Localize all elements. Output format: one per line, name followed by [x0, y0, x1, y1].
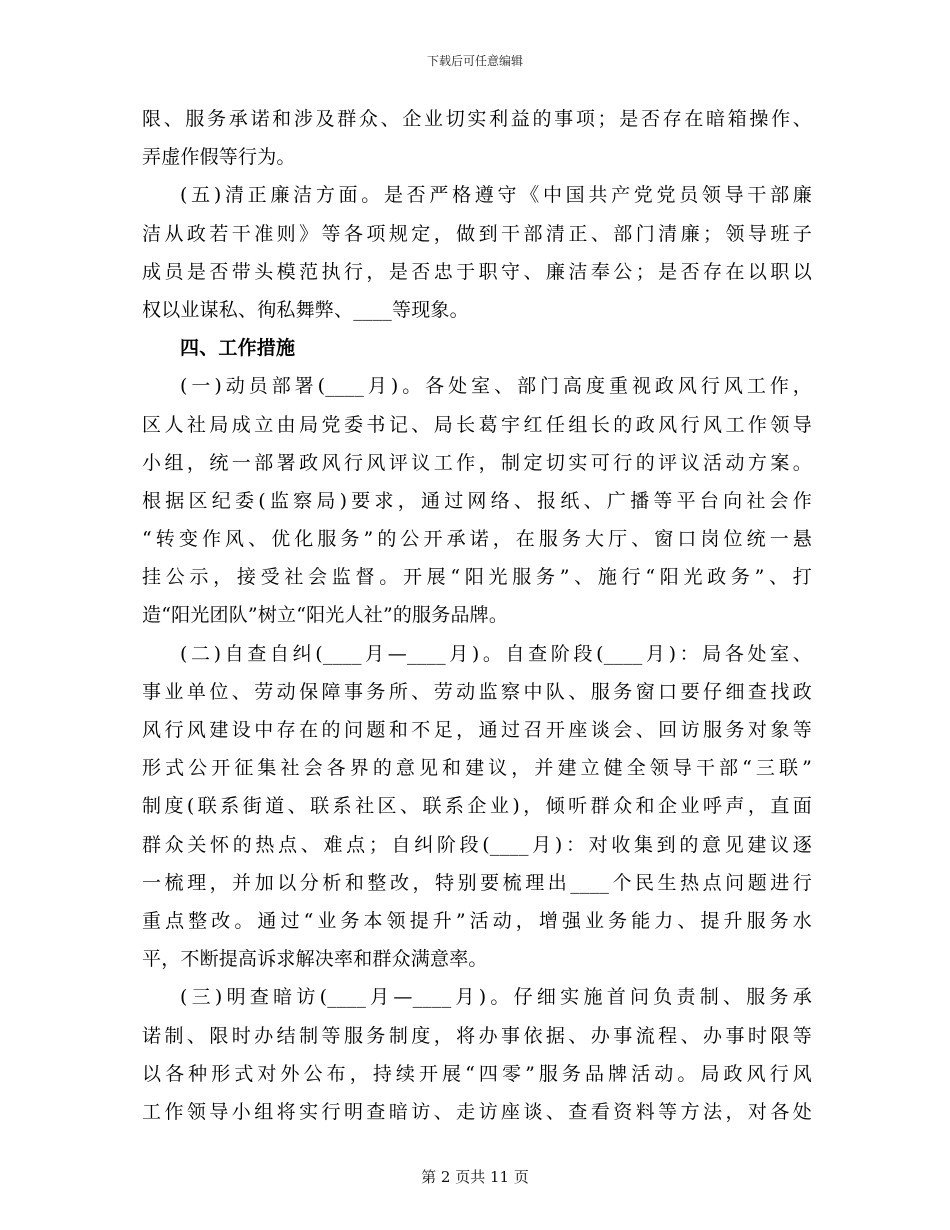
document-body: [142, 100, 812, 1131]
text-line: 造“阳光团队”树立“阳光人社”的服务品牌。: [142, 604, 509, 627]
paragraph-start: (三)明查暗访(____月—____月)。仔细实施首问负责制、服务承: [180, 986, 812, 1009]
text-line: 权以业谋私、徇私舞弊、____等现象。: [142, 298, 469, 321]
text-line: 制度(联系街道、联系社区、联系企业)，倾听群众和企业呼声，直面: [142, 795, 812, 818]
paragraph-start: (五)清正廉洁方面。是否严格遵守《中国共产党党员领导干部廉: [180, 184, 812, 207]
text-line: 限、服务承诺和涉及群众、企业切实利益的事项；是否存在暗箱操作、: [142, 108, 812, 130]
text-line: 洁从政若干准则》等各项规定，做到干部清正、部门清廉；领导班子: [142, 222, 812, 245]
text-line: 形式公开征集社会各界的意见和建议，并建立健全领导干部“三联”: [142, 757, 812, 780]
text-line: 根据区纪委(监察局)要求，通过网络、报纸、广播等平台向社会作: [142, 489, 812, 512]
text-line: “转变作风、优化服务”的公开承诺，在服务大厅、窗口岗位统一悬: [142, 528, 812, 551]
text-line: 弄虚作假等行为。: [142, 146, 296, 169]
text-line: 事业单位、劳动保障事务所、劳动监察中队、服务窗口要仔细查找政: [142, 680, 812, 703]
text-line: 以各种形式对外公布，持续开展“四零”服务品牌活动。局政风行风: [142, 1062, 812, 1085]
section-heading: 四、工作措施: [180, 337, 296, 360]
text-line: 平，不断提高诉求解决率和群众满意率。: [142, 948, 488, 971]
page-header: 下载后可任意编辑: [426, 54, 523, 68]
text-line: 挂公示，接受社会监督。开展“阳光服务”、施行“阳光政务”、打: [142, 566, 812, 589]
text-line: 风行风建设中存在的问题和不足，通过召开座谈会、回访服务对象等: [142, 719, 812, 741]
text-line: 一梳理，并加以分析和整改，特别要梳理出____个民生热点问题进行: [142, 871, 812, 894]
text-line: 群众关怀的热点、难点；自纠阶段(____月)：对收集到的意见建议逐: [142, 833, 812, 856]
paragraph-start: (二)自查自纠(____月—____月)。自查阶段(____月)：局各处室、: [180, 642, 812, 665]
text-line: 工作领导小组将实行明查暗访、走访座谈、查看资料等方法，对各处: [142, 1100, 812, 1123]
text-line: 小组，统一部署政风行风评议工作，制定切实可行的评议活动方案。: [142, 451, 812, 474]
page-number: 第 2 页共 11 页: [421, 1168, 529, 1186]
text-line: 重点整改。通过“业务本领提升”活动，增强业务能力、提升服务水: [142, 909, 812, 932]
paragraph-start: (一)动员部署(____月)。各处室、部门高度重视政风行风工作，: [180, 375, 812, 398]
text-line: 区人社局成立由局党委书记、局长葛宇红任组长的政风行风工作领导: [142, 413, 812, 436]
text-line: 成员是否带头模范执行，是否忠于职守、廉洁奉公；是否存在以职以: [142, 260, 812, 283]
text-line: 诺制、限时办结制等服务制度，将办事依据、办事流程、办事时限等: [142, 1024, 812, 1047]
